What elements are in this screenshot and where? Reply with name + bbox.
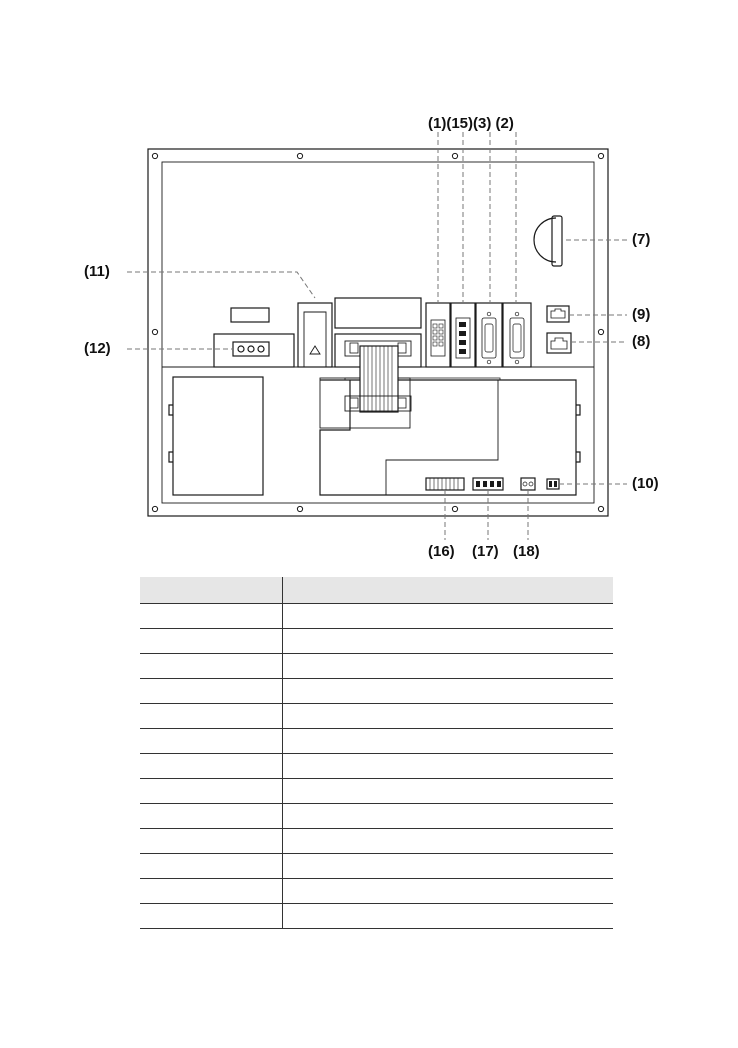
outer-frame xyxy=(148,149,608,516)
card-slot xyxy=(552,216,562,266)
callout-12: (12) xyxy=(84,340,111,357)
callout-10: (10) xyxy=(632,475,659,492)
expansion-module-1 xyxy=(426,303,450,367)
table-cell xyxy=(282,878,613,903)
label-plate xyxy=(231,308,269,322)
display-connector-plate xyxy=(335,298,421,328)
table-row xyxy=(140,603,613,628)
table-cell xyxy=(282,628,613,653)
terminal-block-17 xyxy=(473,478,503,490)
table-cell xyxy=(140,678,282,703)
table-row xyxy=(140,703,613,728)
ethernet-port-9 xyxy=(547,306,569,322)
component-table xyxy=(140,577,613,929)
warning-triangle-icon xyxy=(310,346,320,354)
table-row xyxy=(140,728,613,753)
table-header-row xyxy=(140,577,613,603)
table-row xyxy=(140,628,613,653)
left-cover-clips xyxy=(169,405,173,462)
connector-18 xyxy=(521,478,535,490)
expansion-module-3 xyxy=(476,303,502,367)
table-cell xyxy=(140,653,282,678)
table-cell xyxy=(282,803,613,828)
table-row xyxy=(140,653,613,678)
table-row xyxy=(140,753,613,778)
table-cell xyxy=(140,853,282,878)
table-body xyxy=(140,603,613,928)
callout-7: (7) xyxy=(632,231,651,248)
mounting-holes xyxy=(152,153,603,511)
table-cell xyxy=(140,878,282,903)
table-cell xyxy=(282,603,613,628)
table-row xyxy=(140,678,613,703)
table-cell xyxy=(282,753,613,778)
table-cell xyxy=(140,603,282,628)
callout-top-group: (1)(15)(3) (2) xyxy=(428,115,514,132)
table-header-cell xyxy=(140,577,282,603)
expansion-module-2 xyxy=(503,303,531,367)
table-cell xyxy=(140,803,282,828)
table-cell xyxy=(282,653,613,678)
table-cell xyxy=(282,778,613,803)
table-cell xyxy=(282,678,613,703)
callout-17: (17) xyxy=(472,543,499,560)
callout-8: (8) xyxy=(632,333,651,350)
table-row xyxy=(140,903,613,928)
callout-11: (11) xyxy=(84,263,110,280)
terminal-block-16 xyxy=(426,478,464,490)
table-header-cell xyxy=(282,577,613,603)
table-cell xyxy=(282,728,613,753)
table-cell xyxy=(140,778,282,803)
table-cell xyxy=(282,903,613,928)
table-cell xyxy=(140,728,282,753)
table-cell xyxy=(140,753,282,778)
table-row xyxy=(140,878,613,903)
callout-16: (16) xyxy=(428,543,455,560)
fuse-module xyxy=(298,303,332,367)
card-slot-arc xyxy=(534,218,556,262)
table-cell xyxy=(282,703,613,728)
table-row xyxy=(140,828,613,853)
power-pin xyxy=(258,346,264,352)
callout-18: (18) xyxy=(513,543,540,560)
table-cell xyxy=(282,828,613,853)
table-cell xyxy=(282,853,613,878)
callout-9: (9) xyxy=(632,306,651,323)
inner-panel xyxy=(162,162,594,503)
table-row xyxy=(140,778,613,803)
table-cell xyxy=(140,828,282,853)
power-pin xyxy=(248,346,254,352)
table-row xyxy=(140,853,613,878)
expansion-module-15 xyxy=(451,303,475,367)
table-cell xyxy=(140,903,282,928)
dip-switch-10 xyxy=(547,479,559,489)
table-cell xyxy=(140,628,282,653)
left-cover xyxy=(173,377,263,495)
power-pin xyxy=(238,346,244,352)
table-cell xyxy=(140,703,282,728)
table-row xyxy=(140,803,613,828)
